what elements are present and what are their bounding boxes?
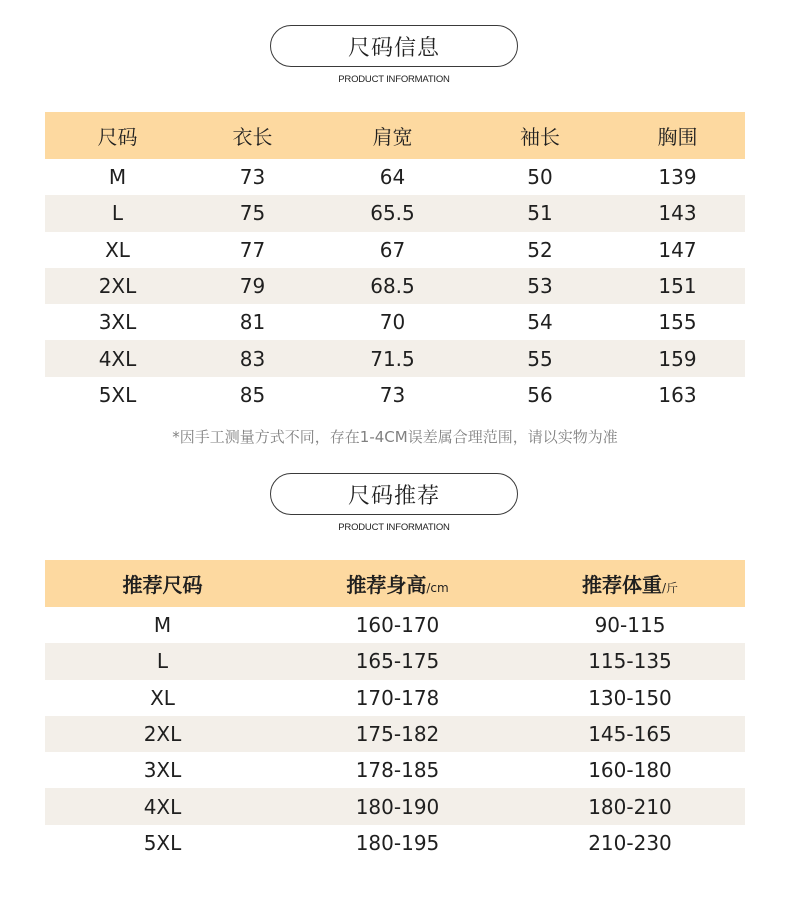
table-cell: 51 [527, 201, 553, 226]
table-cell: 75 [239, 201, 266, 226]
table-cell: 159 [658, 346, 697, 371]
table-cell: 5XL [98, 382, 137, 407]
table-cell: 68.5 [370, 274, 415, 299]
table-cell: 52 [527, 237, 553, 262]
table-cell: 73 [379, 382, 406, 407]
header-cell: 肩宽 [372, 125, 413, 149]
size-info-header-row [45, 112, 745, 159]
table-cell: 163 [658, 382, 697, 407]
table-cell: 4XL [98, 346, 137, 371]
table-cell: 4XL [143, 794, 182, 819]
table-row [45, 752, 745, 788]
size-info-title: 尺码信息 [270, 25, 518, 67]
table-row [45, 607, 745, 643]
table-cell: M [108, 165, 127, 190]
table-cell: 81 [239, 310, 266, 335]
size-recommend-subtitle: PRODUCT INFORMATION [338, 522, 450, 533]
table-row [45, 195, 745, 231]
table-cell: 3XL [98, 310, 137, 335]
table-cell: 71.5 [370, 346, 415, 371]
table-cell: XL [150, 685, 175, 710]
table-cell: L [111, 201, 124, 226]
table-cell: 73 [239, 165, 266, 190]
table-cell: 178-185 [355, 758, 440, 783]
table-cell: 79 [239, 274, 266, 299]
table-cell: 210-230 [588, 830, 672, 855]
table-row [45, 304, 745, 340]
table-cell: 65.5 [370, 201, 415, 226]
table-cell: 70 [379, 310, 406, 335]
table-cell: M [153, 613, 172, 638]
table-row [45, 680, 745, 716]
table-cell: 170-178 [355, 685, 440, 710]
table-row [45, 825, 745, 861]
table-cell: 50 [527, 165, 553, 190]
table-cell: 147 [658, 237, 697, 262]
table-cell: 2XL [98, 274, 137, 299]
header-cell [280, 569, 515, 598]
size-info-table [45, 112, 745, 413]
table-cell: 83 [239, 346, 266, 371]
table-row [45, 788, 745, 824]
header-label: 推荐体重 [581, 573, 662, 597]
table-cell: 151 [658, 274, 697, 299]
size-info-subtitle: PRODUCT INFORMATION [338, 74, 450, 85]
table-cell: 64 [379, 165, 406, 190]
table-cell: 55 [527, 346, 553, 371]
header-cell: 袖长 [520, 125, 560, 149]
header-label: 推荐身高 [346, 573, 427, 597]
table-cell: 180-210 [588, 794, 672, 819]
table-cell: 77 [239, 237, 266, 262]
table-cell: 165-175 [355, 649, 440, 674]
table-row [45, 340, 745, 376]
table-cell: 160-170 [355, 613, 440, 638]
header-cell: 胸围 [657, 125, 698, 149]
table-row [45, 268, 745, 304]
size-recommend-header-row [45, 560, 745, 607]
table-row [45, 716, 745, 752]
table-row [45, 232, 745, 268]
table-cell: XL [105, 237, 130, 262]
header-unit: /斤 [661, 581, 679, 595]
table-cell: 5XL [143, 830, 182, 855]
table-cell: 180-190 [355, 794, 440, 819]
table-cell: 115-135 [588, 649, 672, 674]
measurement-note: *因手工测量方式不同，存在1-4CM误差属合理范围，请以实物为准 [172, 428, 618, 446]
table-cell: 56 [527, 382, 553, 407]
header-label: 推荐尺码 [122, 573, 203, 597]
table-cell: 53 [527, 274, 553, 299]
table-cell: 155 [658, 310, 697, 335]
table-cell: 143 [658, 201, 697, 226]
size-recommend-table [45, 560, 745, 861]
table-cell: 90-115 [594, 613, 666, 638]
table-cell: L [156, 649, 169, 674]
table-cell: 67 [379, 237, 406, 262]
table-row [45, 159, 745, 195]
size-recommend-title: 尺码推荐 [270, 473, 518, 515]
table-row [45, 377, 745, 413]
header-cell [45, 569, 280, 598]
table-cell: 175-182 [355, 722, 440, 747]
table-cell: 85 [239, 382, 266, 407]
header-cell: 尺码 [97, 125, 138, 149]
table-cell: 160-180 [588, 758, 672, 783]
table-cell: 139 [658, 165, 697, 190]
table-cell: 2XL [143, 722, 182, 747]
table-cell: 180-195 [355, 830, 440, 855]
header-unit: /cm [426, 581, 449, 595]
table-cell: 54 [527, 310, 553, 335]
header-cell: 衣长 [232, 125, 273, 149]
table-cell: 130-150 [588, 685, 672, 710]
table-cell: 145-165 [588, 722, 672, 747]
table-cell: 3XL [143, 758, 182, 783]
table-row [45, 643, 745, 679]
header-cell [515, 569, 745, 598]
